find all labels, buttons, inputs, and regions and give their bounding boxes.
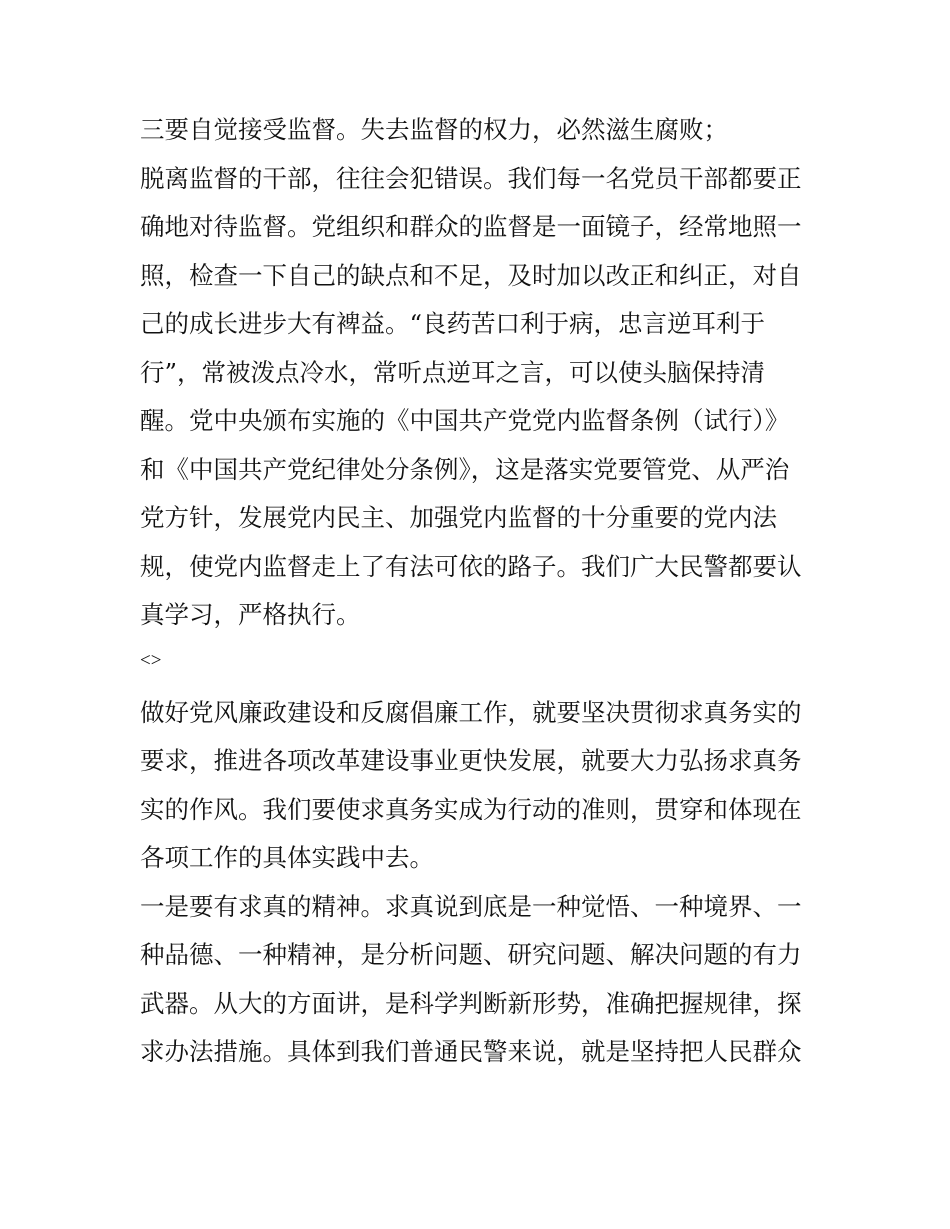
- text-line-16: 一是要有求真的精神。求真说到底是一种觉悟、一种境界、一: [140, 891, 802, 921]
- text-line-19: 求办法措施。具体到我们普通民警来说，就是坚持把人民群众: [140, 1037, 802, 1066]
- text-line-8: 和《中国共产党纪律处分条例》，这是落实党要管党、从严治: [140, 454, 790, 484]
- text-line-12: 做好党风廉政建设和反腐倡廉工作，就要坚决贯彻求真务实的: [140, 697, 802, 727]
- text-line-7: 醒。党中央颁布实施的《中国共产党党内监督条例（试行）》: [140, 406, 790, 435]
- text-line-11: 真学习，严格执行。: [140, 600, 361, 629]
- text-line-17: 种品德、一种精神，是分析问题、研究问题、解决问题的有力: [140, 940, 802, 969]
- text-line-2: 脱离监督的干部，往往会犯错误。我们每一名党员干部都要正: [140, 163, 802, 193]
- text-line-15: 各项工作的具体实践中去。: [140, 843, 434, 872]
- section-separator: <>: [140, 649, 162, 671]
- text-line-9: 党方针，发展党内民主、加强党内监督的十分重要的党内法: [140, 503, 777, 532]
- text-line-14: 实的作风。我们要使求真务实成为行动的准则，贯穿和体现在: [140, 794, 802, 824]
- text-line-3: 确地对待监督。党组织和群众的监督是一面镜子，经常地照一: [140, 212, 802, 241]
- text-line-1: 三要自觉接受监督。失去监督的权力，必然滋生腐败；: [140, 115, 728, 144]
- text-line-13: 要求，推进各项改革建设事业更快发展，就要大力弘扬求真务: [140, 746, 802, 775]
- text-line-18: 武器。从大的方面讲，是科学判断新形势，准确把握规律，探: [140, 988, 802, 1018]
- text-line-6: 行”，常被泼点冷水，常听点逆耳之言，可以使头脑保持清: [140, 357, 766, 387]
- document-page: [140, 106, 815, 1077]
- text-line-4: 照，检查一下自己的缺点和不足，及时加以改正和纠正，对自: [140, 260, 802, 290]
- text-line-10: 规，使党内监督走上了有法可依的路子。我们广大民警都要认: [140, 551, 802, 581]
- text-line-5: 己的成长进步大有裨益。“良药苦口利于病，忠言逆耳利于: [140, 309, 766, 338]
